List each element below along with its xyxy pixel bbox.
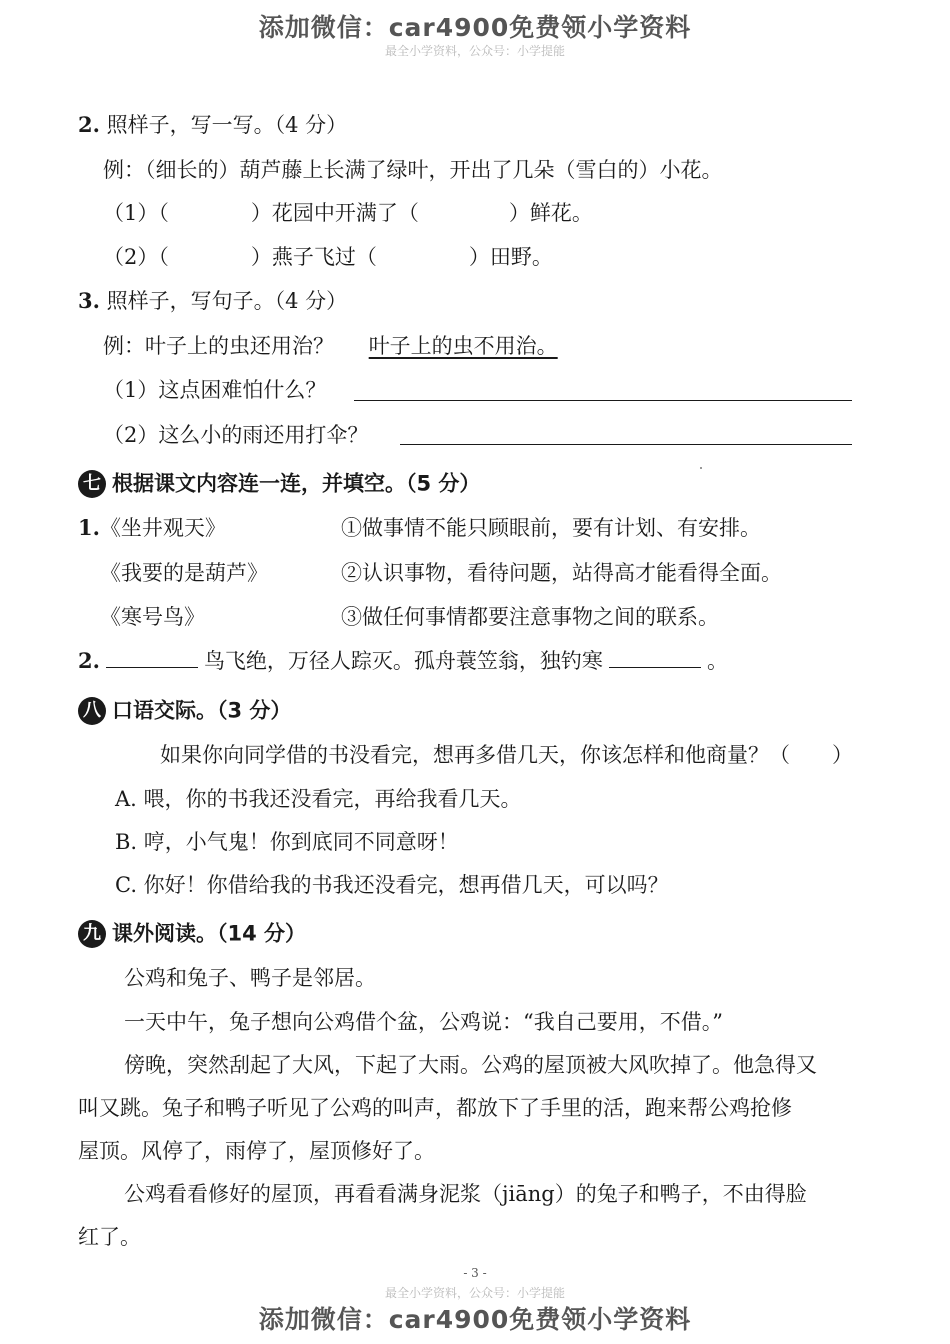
q3-answer-line-2[interactable] bbox=[400, 444, 852, 445]
match-right-1[interactable]: ①做事情不能只顾眼前，要有计划、有安排。 bbox=[341, 516, 761, 540]
section-7-badge: 七 bbox=[78, 470, 106, 498]
section-8-badge: 八 bbox=[78, 697, 106, 725]
q3-example-question: 例：叶子上的虫还用治？ bbox=[103, 334, 334, 358]
match-left-1-text: 《坐井观天》 bbox=[99, 516, 226, 540]
sec8-option-b[interactable]: B. 哼，小气鬼！你到底同不同意呀！ bbox=[115, 830, 459, 854]
q2-item-2-part-c: ）田野。 bbox=[468, 245, 553, 269]
sec8-question: 如果你向同学借的书没看完，想再多借几天，你该怎样和他商量？（ ） bbox=[160, 743, 853, 767]
sec7-q2-end: 。 bbox=[706, 649, 728, 673]
q2-title bbox=[78, 110, 347, 140]
faint-footer-text: 最全小学资料，公众号：小学提能 bbox=[384, 1286, 565, 1300]
q3-number: 3. bbox=[78, 288, 100, 313]
q3-title bbox=[78, 286, 347, 316]
q2-item-2-part-a: （2）（ bbox=[103, 245, 169, 269]
passage-line-5: 屋顶。风停了，雨停了，屋顶修好了。 bbox=[78, 1139, 435, 1163]
match-left-1[interactable] bbox=[78, 513, 226, 543]
stray-dot bbox=[700, 467, 702, 469]
match-right-2[interactable]: ②认识事物，看待问题，站得高才能看得全面。 bbox=[341, 561, 782, 585]
passage-line-2: 一天中午，兔子想向公鸡借个盆，公鸡说：“我自己要用，不借。” bbox=[124, 1010, 723, 1034]
q2-item-2-part-b: ）燕子飞过（ bbox=[250, 245, 377, 269]
q3-example bbox=[103, 331, 558, 361]
faint-header-text: 最全小学资料，公众号：小学提能 bbox=[384, 44, 565, 58]
watermark-bottom: 添加微信：car4900免费领小学资料 bbox=[258, 1305, 692, 1334]
q2-number: 2. bbox=[78, 112, 100, 137]
q3-item-2: （2）这么小的雨还用打伞？ bbox=[103, 423, 369, 447]
section-9-title: 课外阅读。（14 分） bbox=[112, 921, 307, 946]
sec8-option-a[interactable]: A. 喂，你的书我还没看完，再给我看几天。 bbox=[115, 787, 522, 811]
section-7-title: 根据课文内容连一连，并填空。（5 分） bbox=[112, 471, 481, 496]
section-9-badge: 九 bbox=[78, 920, 106, 948]
q2-item-1-part-b: ）花园中开满了（ bbox=[250, 201, 419, 225]
match-left-3[interactable]: 《寒号鸟》 bbox=[100, 605, 205, 629]
q3-item-1: （1）这点困难怕什么？ bbox=[103, 378, 327, 402]
watermark-top: 添加微信：car4900免费领小学资料 bbox=[258, 13, 692, 42]
poem-blank-1[interactable] bbox=[106, 649, 198, 668]
section-8-header bbox=[78, 694, 291, 726]
q3-answer-line-1[interactable] bbox=[354, 400, 852, 401]
passage-line-6: 公鸡看看修好的屋顶，再看看满身泥浆（jiāng）的兔子和鸭子，不由得脸 bbox=[124, 1182, 807, 1206]
section-7-header bbox=[78, 467, 480, 499]
passage-line-7: 红了。 bbox=[78, 1225, 141, 1249]
page-number: - 3 - bbox=[463, 1266, 487, 1280]
match-left-2[interactable]: 《我要的是葫芦》 bbox=[100, 561, 268, 585]
q2-example: 例：（细长的）葫芦藤上长满了绿叶，开出了几朵（雪白的）小花。 bbox=[103, 158, 723, 182]
q3-example-answer: 叶子上的虫不用治。 bbox=[368, 334, 558, 358]
q2-item-1 bbox=[103, 198, 593, 228]
q3-title-text: 照样子，写句子。（4 分） bbox=[106, 289, 348, 313]
sec7-q2 bbox=[78, 646, 728, 676]
q2-item-2 bbox=[103, 242, 553, 272]
sec7-q1-number: 1. bbox=[78, 515, 100, 540]
passage-line-1: 公鸡和兔子、鸭子是邻居。 bbox=[124, 966, 376, 990]
sec8-option-c[interactable]: C. 你好！你借给我的书我还没看完，想再借几天，可以吗？ bbox=[115, 873, 669, 897]
passage-line-3: 傍晚，突然刮起了大风，下起了大雨。公鸡的屋顶被大风吹掉了。他急得又 bbox=[124, 1053, 817, 1077]
q2-title-text: 照样子，写一写。（4 分） bbox=[106, 113, 348, 137]
q2-item-1-part-a: （1）（ bbox=[103, 201, 169, 225]
section-9-header bbox=[78, 917, 306, 949]
match-right-3[interactable]: ③做任何事情都要注意事物之间的联系。 bbox=[341, 605, 719, 629]
section-8-title: 口语交际。（3 分） bbox=[112, 698, 292, 723]
sec7-q2-number: 2. bbox=[78, 648, 100, 673]
q2-item-1-part-c: ）鲜花。 bbox=[508, 201, 593, 225]
poem-blank-2[interactable] bbox=[609, 649, 701, 668]
sec7-q2-text: 鸟飞绝，万径人踪灭。孤舟蓑笠翁，独钓寒 bbox=[203, 649, 603, 673]
passage-line-4: 叫又跳。兔子和鸭子听见了公鸡的叫声，都放下了手里的活，跑来帮公鸡抢修 bbox=[78, 1096, 792, 1120]
